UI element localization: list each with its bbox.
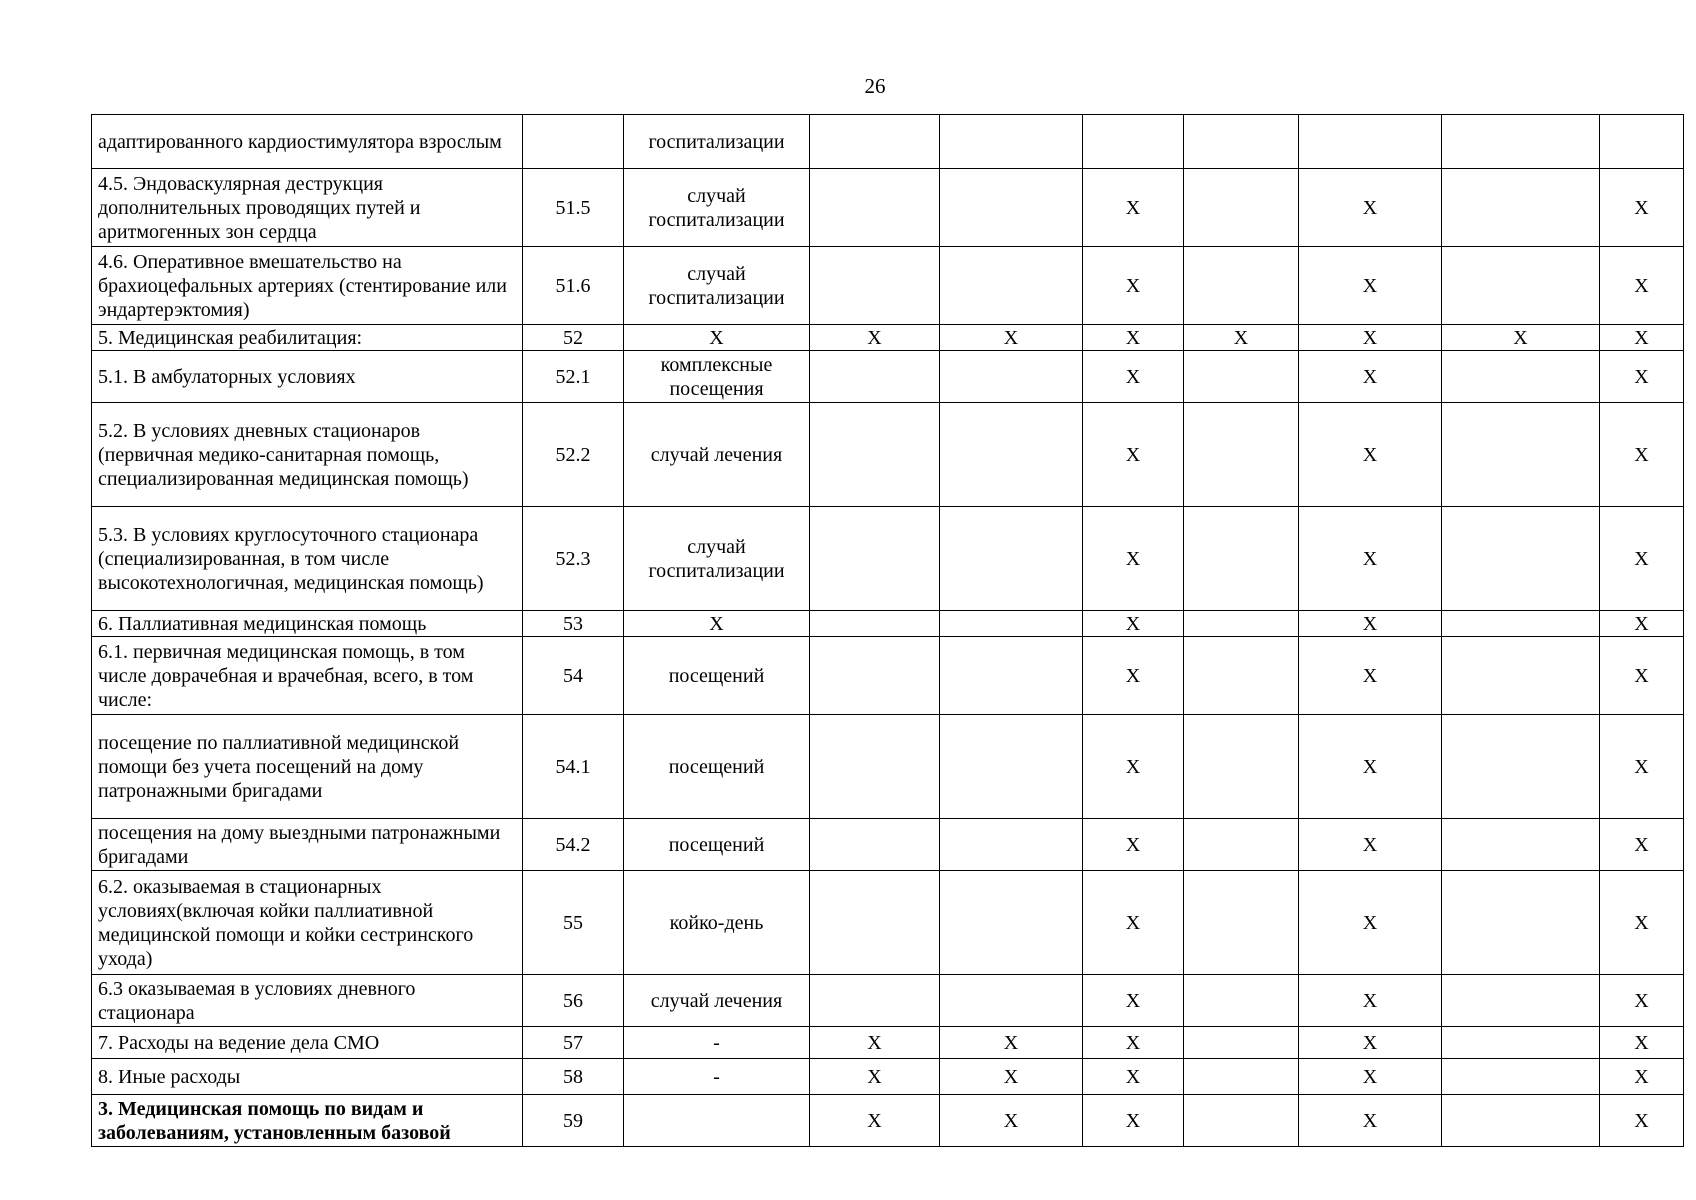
row-cell [810,247,940,325]
row-cell: X [1083,1059,1184,1095]
row-name: 8. Иные расходы [92,1059,523,1095]
row-cell: X [1299,871,1442,975]
row-cell [1083,115,1184,169]
row-cell: X [1299,1027,1442,1059]
row-cell: X [1299,819,1442,871]
row-cell [810,819,940,871]
row-cell: X [1083,351,1184,403]
row-cell [1442,975,1600,1027]
row-unit: посещений [624,715,810,819]
row-cell [1442,247,1600,325]
row-unit: посещений [624,637,810,715]
row-unit: - [624,1059,810,1095]
row-cell: X [1299,637,1442,715]
row-cell [810,871,940,975]
row-cell: X [810,1027,940,1059]
row-cell [1442,637,1600,715]
row-unit: случай лечения [624,403,810,507]
row-cell: X [1184,325,1299,351]
row-code: 55 [523,871,624,975]
row-cell: X [1600,169,1684,247]
row-cell: X [1600,351,1684,403]
row-cell [1442,351,1600,403]
row-cell: X [1600,1059,1684,1095]
row-cell [810,975,940,1027]
row-cell: X [1600,507,1684,611]
row-cell [810,115,940,169]
row-code: 52.1 [523,351,624,403]
row-cell: X [940,1059,1083,1095]
row-cell: X [810,1059,940,1095]
row-cell: X [1600,403,1684,507]
table-row [92,169,1684,247]
row-cell: X [1299,507,1442,611]
row-unit: госпитализации [624,115,810,169]
row-unit: койко-день [624,871,810,975]
row-cell: X [1299,1059,1442,1095]
row-cell [810,403,940,507]
row-cell: X [1600,325,1684,351]
row-cell [1442,1059,1600,1095]
row-cell [810,169,940,247]
row-cell: X [1299,975,1442,1027]
row-cell [1442,403,1600,507]
page-number: 26 [864,74,886,98]
row-unit [624,1095,810,1147]
row-cell: X [1600,1095,1684,1147]
row-cell [810,637,940,715]
row-cell: X [1083,325,1184,351]
row-cell [940,975,1083,1027]
row-cell [1442,715,1600,819]
row-cell [810,351,940,403]
row-cell [810,715,940,819]
row-cell: X [1299,169,1442,247]
row-name: посещения на дому выездными патронажными бригадами [92,819,523,871]
row-cell: X [1083,403,1184,507]
row-cell [940,871,1083,975]
row-cell: X [1083,819,1184,871]
row-cell: X [1083,169,1184,247]
row-cell: X [1600,871,1684,975]
row-cell: X [1600,637,1684,715]
row-cell [1184,637,1299,715]
table-row [92,115,1684,169]
row-cell [1600,115,1684,169]
row-cell: X [1083,715,1184,819]
row-cell [1184,611,1299,637]
row-code: 54.1 [523,715,624,819]
row-cell [810,507,940,611]
row-unit: случай лечения [624,975,810,1027]
row-cell: X [1083,611,1184,637]
row-cell [1184,975,1299,1027]
row-cell: X [1299,325,1442,351]
row-cell: X [1600,715,1684,819]
table-row [92,715,1684,819]
row-cell [1184,715,1299,819]
row-name: адаптированного кардиостимулятора взрослым [92,115,523,169]
row-cell: X [1600,1027,1684,1059]
row-cell [1442,871,1600,975]
row-cell [1184,115,1299,169]
row-cell [940,715,1083,819]
row-cell [1184,819,1299,871]
row-name: 5.2. В условиях дневных стационаров (первичная медико-санитарная помощь, специализированная медицинская помощь) [92,403,523,507]
row-code: 57 [523,1027,624,1059]
table-row [92,403,1684,507]
row-name: 6.2. оказываемая в стационарных условиях(включая койки паллиативной медицинской помощи и койки сестринского ухода) [92,871,523,975]
table-row [92,611,1684,637]
row-cell [1442,169,1600,247]
table-row [92,637,1684,715]
row-cell: X [810,1095,940,1147]
table-row [92,325,1684,351]
row-unit: случай госпитализации [624,169,810,247]
table-row [92,975,1684,1027]
table-row [92,351,1684,403]
row-code: 51.5 [523,169,624,247]
row-cell: X [1299,1095,1442,1147]
row-cell [1184,1059,1299,1095]
row-cell: X [1083,975,1184,1027]
row-code: 54 [523,637,624,715]
row-cell: X [1299,715,1442,819]
row-unit: комплексные посещения [624,351,810,403]
row-cell [940,247,1083,325]
row-cell: X [940,1027,1083,1059]
row-cell [1299,115,1442,169]
row-cell [940,507,1083,611]
row-cell: X [1083,247,1184,325]
row-cell [940,819,1083,871]
row-cell [940,637,1083,715]
row-cell [1442,507,1600,611]
row-cell: X [1083,1027,1184,1059]
row-cell: X [940,1095,1083,1147]
row-cell [1184,871,1299,975]
row-unit: случай госпитализации [624,507,810,611]
row-cell [1184,247,1299,325]
row-cell [1442,819,1600,871]
row-name: 5. Медицинская реабилитация: [92,325,523,351]
table-row [92,871,1684,975]
row-unit: - [624,1027,810,1059]
row-cell: X [1299,403,1442,507]
row-cell [1184,507,1299,611]
row-cell: X [1083,637,1184,715]
table-row [92,1027,1684,1059]
row-code: 54.2 [523,819,624,871]
row-cell: X [1083,1095,1184,1147]
row-cell [940,611,1083,637]
row-cell [810,611,940,637]
row-name: 5.1. В амбулаторных условиях [92,351,523,403]
row-cell: X [1600,819,1684,871]
table-body [92,115,1684,1147]
row-cell [1442,115,1600,169]
row-cell [1184,351,1299,403]
row-cell: X [1083,871,1184,975]
row-name: 5.3. В условиях круглосуточного стационара (специализированная, в том числе высокотехнологичная, медицинская помощь) [92,507,523,611]
table-row [92,1095,1684,1147]
row-name: 6.1. первичная медицинская помощь, в том числе доврачебная и врачебная, всего, в том числе: [92,637,523,715]
row-name: посещение по паллиативной медицинской помощи без учета посещений на дому патронажными бригадами [92,715,523,819]
row-cell: X [1442,325,1600,351]
row-code: 52 [523,325,624,351]
row-cell [1442,611,1600,637]
row-cell: X [810,325,940,351]
data-table [91,114,1684,1147]
row-cell [1184,1027,1299,1059]
row-code: 56 [523,975,624,1027]
table-row [92,819,1684,871]
row-name: 3. Медицинская помощь по видам и заболеваниям, установленным базовой [92,1095,523,1147]
row-name: 6. Паллиативная медицинская помощь [92,611,523,637]
row-name: 7. Расходы на ведение дела СМО [92,1027,523,1059]
row-cell: X [1299,611,1442,637]
row-cell [1184,403,1299,507]
row-code: 52.3 [523,507,624,611]
row-cell [940,169,1083,247]
row-cell [1184,169,1299,247]
row-cell [940,351,1083,403]
row-cell [1184,1095,1299,1147]
row-unit: посещений [624,819,810,871]
row-cell [940,115,1083,169]
row-name: 6.3 оказываемая в условиях дневного стационара [92,975,523,1027]
row-cell: X [1600,247,1684,325]
row-code: 51.6 [523,247,624,325]
row-code: 59 [523,1095,624,1147]
row-cell [940,403,1083,507]
row-name: 4.5. Эндоваскулярная деструкция дополнительных проводящих путей и аритмогенных зон сердца [92,169,523,247]
row-cell: X [940,325,1083,351]
row-code: 53 [523,611,624,637]
table-row [92,247,1684,325]
row-cell: X [1083,507,1184,611]
row-cell: X [1600,611,1684,637]
table-row [92,1059,1684,1095]
row-unit: X [624,611,810,637]
row-code: 52.2 [523,403,624,507]
table-row [92,507,1684,611]
row-unit: случай госпитализации [624,247,810,325]
row-cell [1442,1095,1600,1147]
row-code [523,115,624,169]
row-cell: X [1600,975,1684,1027]
row-cell [1442,1027,1600,1059]
row-name: 4.6. Оперативное вмешательство на брахиоцефальных артериях (стентирование или эндартерэктомия) [92,247,523,325]
row-code: 58 [523,1059,624,1095]
row-cell: X [1299,351,1442,403]
row-unit: X [624,325,810,351]
row-cell: X [1299,247,1442,325]
